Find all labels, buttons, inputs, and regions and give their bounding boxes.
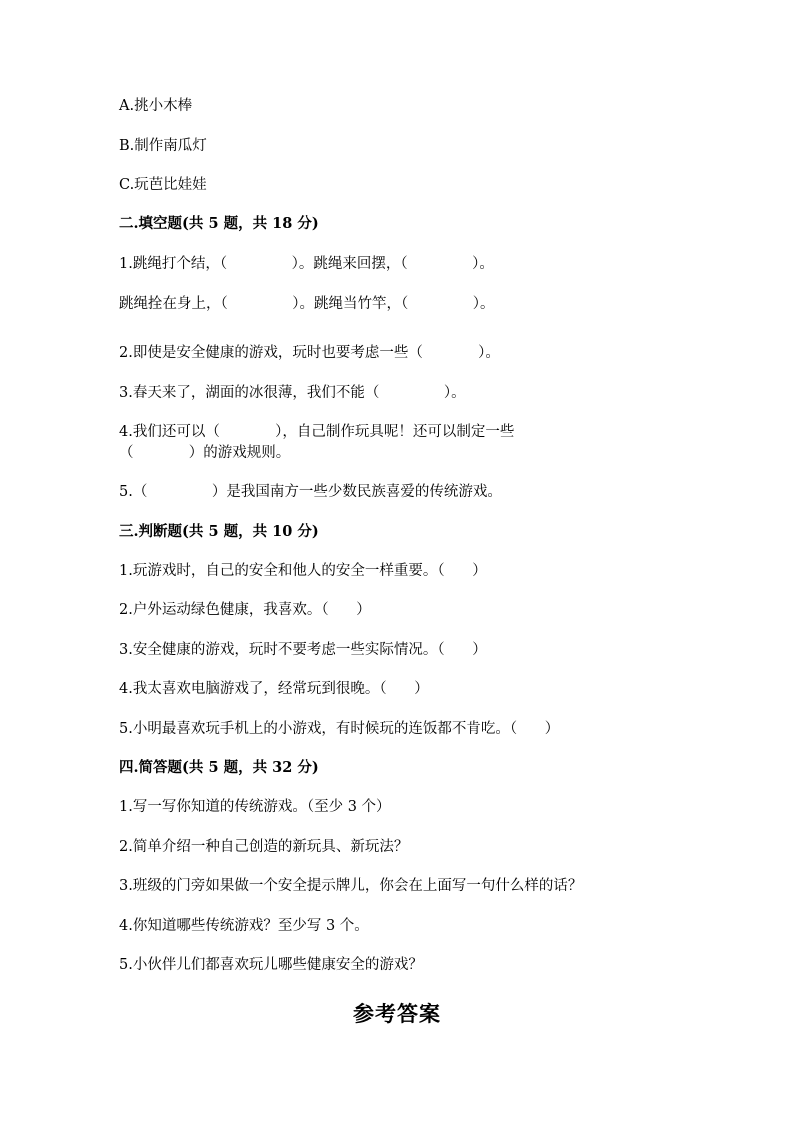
true-false-q3: 3.安全健康的游戏，玩时不要考虑一些实际情况。（ ）	[119, 642, 487, 658]
fill-blank-q3: 3.春天来了，湖面的冰很薄，我们不能（ ）。	[119, 385, 466, 401]
short-answer-q1: 1.写一写你知道的传统游戏。（至少 3 个）	[119, 799, 391, 815]
fill-blank-q5: 5.（ ）是我国南方一些少数民族喜爱的传统游戏。	[119, 484, 502, 500]
answer-key-title: 参考答案	[353, 1001, 441, 1026]
section-heading-true-false: 三.判断题(共 5 题，共 10 分)	[119, 523, 319, 540]
option-b: B.制作南瓜灯	[119, 138, 207, 154]
fill-blank-q4-line2: （ ）的游戏规则。	[119, 445, 291, 461]
fill-blank-q1-line1: 1.跳绳打个结，（ ）。跳绳来回摆，（ ）。	[119, 256, 494, 272]
fill-blank-q4-line1: 4.我们还可以（ ），自己制作玩具呢！还可以制定一些	[119, 424, 515, 440]
option-a: A.挑小木棒	[119, 98, 193, 114]
short-answer-q4: 4.你知道哪些传统游戏？至少写 3 个。	[119, 918, 369, 934]
option-c: C.玩芭比娃娃	[119, 177, 207, 193]
fill-blank-q1-line2: 跳绳拴在身上，（ ）。跳绳当竹竿，（ ）。	[119, 296, 495, 312]
true-false-q1: 1.玩游戏时，自己的安全和他人的安全一样重要。（ ）	[119, 563, 487, 579]
true-false-q4: 4.我太喜欢电脑游戏了，经常玩到很晚。（ ）	[119, 681, 429, 697]
true-false-q5: 5.小明最喜欢玩手机上的小游戏，有时候玩的连饭都不肯吃。（ ）	[119, 721, 560, 737]
short-answer-q3: 3.班级的门旁如果做一个安全提示牌儿，你会在上面写一句什么样的话？	[119, 878, 583, 894]
fill-blank-q2: 2.即使是安全健康的游戏，玩时也要考虑一些（ ）。	[119, 345, 500, 361]
short-answer-q5: 5.小伙伴儿们都喜欢玩儿哪些健康安全的游戏？	[119, 957, 423, 973]
short-answer-q2: 2.简单介绍一种自己创造的新玩具、新玩法？	[119, 839, 409, 855]
section-heading-fill-blank: 二.填空题(共 5 题，共 18 分)	[119, 215, 319, 232]
section-heading-short-answer: 四.简答题(共 5 题，共 32 分)	[119, 759, 319, 776]
true-false-q2: 2.户外运动绿色健康，我喜欢。（ ）	[119, 602, 371, 618]
